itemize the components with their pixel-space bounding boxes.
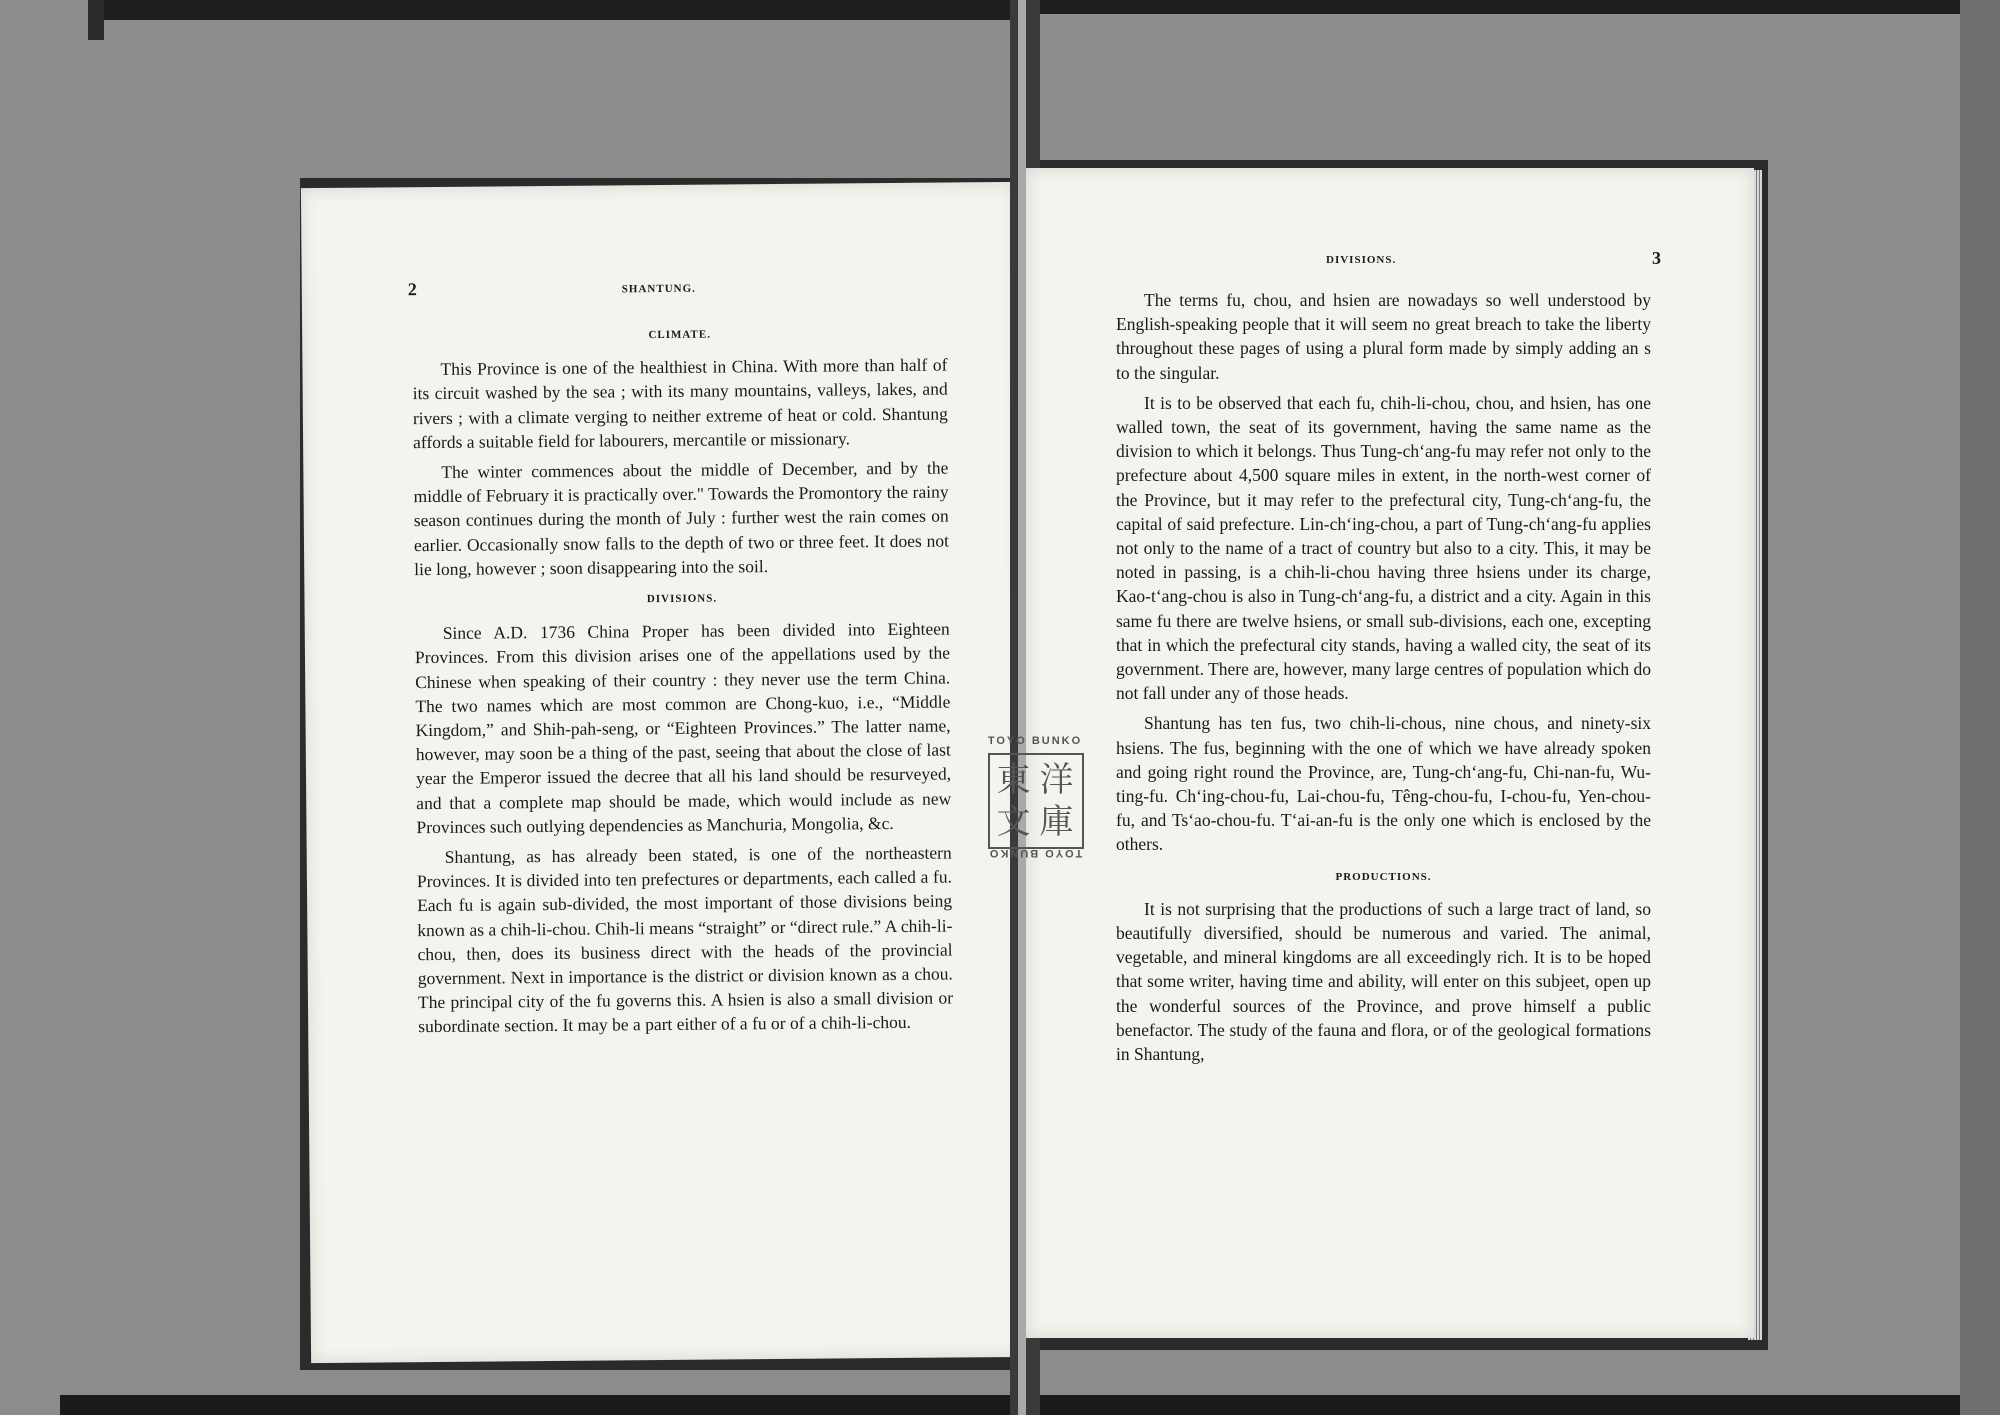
paragraph: Shantung, as has already been stated, is one of the northeastern Provinces. It is divided into ten prefectures or departments, each called a fu. Each fu is again sub-divided, the most important of those divisions being known as a chih-li-chou. Chih-li means “straight” or “direct rule.” A chih-li-chou, then, does its business direct with the heads of the provincial government. Next in importance is the district or division known as a chou. The principal city of the fu governs this. A hsien is also a small division or subordinate section. It may be a part either of a fu or of a chih-li-chou. <box>416 842 954 1037</box>
section-heading: PRODUCTIONS. <box>1335 870 1432 883</box>
stamp-glyph: 文 <box>996 802 1031 842</box>
stamp-bottom-text: TOYO BUNKO <box>987 847 1083 859</box>
paragraph: The winter commences about the middle of December, and by the middle of February it is practically over." Towards the Promontory the rainy season continues during the month of July : further west the rain comes on earlier. Occasionally snow falls to the depth of two or three feet. It does not lie long, however ; soon disappearing into the soil. <box>413 457 950 579</box>
scan-artifact <box>88 0 104 40</box>
right-page-body <box>1116 288 1651 1072</box>
scan-border-top <box>1040 0 2000 14</box>
stamp-top-text: TOYO BUNKO <box>987 735 1083 747</box>
book-gutter-highlight <box>1018 0 1026 1415</box>
page-number: 3 <box>1652 248 1661 268</box>
running-head: SHANTUNG. <box>621 282 696 296</box>
scan-border-top <box>90 0 1030 20</box>
section-heading: CLIMATE. <box>648 328 711 342</box>
paragraph: It is not surprising that the productions of such a large tract of land, so beautifully diversified, should be numerous and varied. The animal, vegetable, and mineral kingdoms are all exceedingly rich. It is to be hoped that some writer, having time and ability, will enter on this subjeet, open up the wonderful sources of the Province, and prove himself a public benefactor. The study of the fauna and flora, or of the geological formations in Shantung, <box>1116 898 1651 1065</box>
library-stamp <box>980 735 1090 865</box>
left-page <box>301 182 1027 1363</box>
running-head: DIVISIONS. <box>1326 254 1397 266</box>
paragraph: This Province is one of the healthiest in China. With more than half of its circuit washed by the sea ; with its many mountains, valleys, lakes, and rivers ; with a climate verging to neither extreme of heat or cold. Shantung affords a suitable field for labourers, mercantile or missionary. <box>412 354 948 452</box>
page-number: 2 <box>407 279 417 300</box>
stamp-glyph: 東 <box>996 760 1031 800</box>
left-page-body <box>412 313 953 1045</box>
paragraph: The terms fu, chou, and hsien are nowadays so well understood by English-speaking people that it will seem no great breach to take the liberty throughout these pages of using a plural form made by simply adding an s to the singular. <box>1116 290 1651 383</box>
paragraph: Shantung has ten fus, two chih-li-chous, nine chous, and ninety-six hsiens. The fus, beginning with the one of which we have already spoken and going right round the Province, are, Tung-ch‘ang-fu, Chi-nan-fu, Wu-ting-fu. Ch‘ing-chou-fu, Lai-chou-fu, Têng-chou-fu, I-chou-fu, Yen-chou-fu, and Ts‘ao-chou-fu. T‘ai-an-fu is the only one which is enclosed by the others. <box>1116 713 1651 855</box>
right-page <box>1026 168 1754 1338</box>
stamp-seal-glyphs <box>992 759 1078 843</box>
section-heading: DIVISIONS. <box>646 592 718 606</box>
stamp-glyph: 洋 <box>1039 760 1074 800</box>
paragraph: It is to be observed that each fu, chih-li-chou, chou, and hsien, has one walled town, the seat of its government, having the same name as the division to which it belongs. Thus Tung-ch‘ang-fu may refer not only to the prefecture about 4,500 square miles in extent, in the north-west corner of the Province, but it may refer to the prefectural city, Tung-ch‘ang-fu, the capital of said prefecture. Lin-ch‘ing-chou, a part of Tung-ch‘ang-fu applies not only to the name of a tract of country but also to a city. This, it may be noted in passing, is a chih-li-chou having three hsiens under its charge, Kao-t‘ang-chou is also in Tung-ch‘ang-fu, a district and a city. Again in this same fu there are twelve hsiens, or small sub-divisions, each one, excepting that in which the prefectural city stands, having a walled city, the seat of its government. There are, however, many large centres of population which do not fall under any of those heads. <box>1116 392 1651 704</box>
stamp-glyph: 庫 <box>1039 802 1074 842</box>
paragraph: Since A.D. 1736 China Proper has been divided into Eighteen Provinces. From this division arises one of the appellations used by the Chinese when speaking of their country : they never use the term China. The two names which are most common are Chong-kuo, i.e., “Middle Kingdom,” and Shih-pah-seng, or “Eighteen Provinces.” The latter name, however, may soon be a thing of the past, seeing that about the close of last year the Emperor issued the decree that all his land should be resurveyed, and that a complete map should be made, which would include as new Provinces such outlying dependencies as Manchuria, Mongolia, &c. <box>414 618 952 838</box>
scan-margin <box>1960 0 2000 1415</box>
